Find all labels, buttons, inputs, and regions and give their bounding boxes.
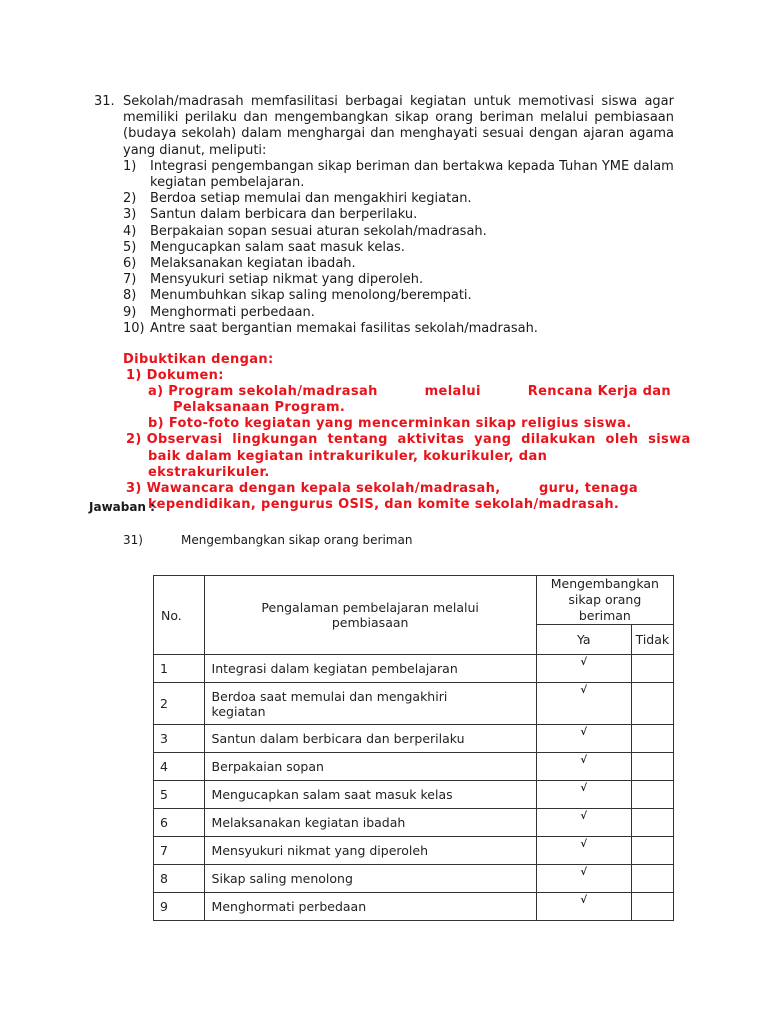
row-tidak xyxy=(631,781,673,809)
proof-document-a xyxy=(123,384,671,400)
row-description: Berpakaian sopan xyxy=(204,753,536,781)
question-item-list xyxy=(94,159,674,337)
answer-label: Jawaban : xyxy=(89,500,155,514)
proof-document-b: b) Foto-foto kegiatan yang mencerminkan sikap religius siswa. xyxy=(148,416,632,432)
row-description: Mengucapkan salam saat masuk kelas xyxy=(204,781,536,809)
item-text: Melaksanakan kegiatan ibadah. xyxy=(150,256,356,272)
row-tidak xyxy=(631,809,673,837)
proof-observation-line2: baik dalam kegiatan intrakurikuler, kokurikuler, dan ekstrakurikuler. xyxy=(148,448,548,480)
row-description: Integrasi dalam kegiatan pembelajaran xyxy=(204,655,536,683)
proof-interview-line2: kependidikan, pengurus OSIS, dan komite sekolah/madrasah. xyxy=(148,496,620,512)
item-text: Antre saat bergantian memakai fasilitas sekolah/madrasah. xyxy=(150,320,538,336)
answer-title: Mengembangkan sikap orang beriman xyxy=(181,533,413,547)
row-no: 8 xyxy=(154,865,205,893)
row-tidak xyxy=(631,683,673,725)
table-row xyxy=(154,753,674,781)
row-description: Melaksanakan kegiatan ibadah xyxy=(204,809,536,837)
item-text: Berdoa setiap memulai dan mengakhiri kegiatan. xyxy=(150,191,472,207)
header-group: Mengembangkan sikap orang beriman xyxy=(536,576,673,625)
table-row xyxy=(154,837,674,865)
answer-number: 31) xyxy=(123,533,143,547)
proof-interview-part2: guru, tenaga xyxy=(538,480,638,496)
question-number: 31. xyxy=(94,94,115,109)
table-row xyxy=(154,781,674,809)
list-item xyxy=(94,288,674,304)
table-header-row xyxy=(154,576,674,625)
item-number: 6) xyxy=(123,256,137,272)
row-description: Menghormati perbedaan xyxy=(204,893,536,921)
header-description: Pengalaman pembelajaran melalui pembiasaan xyxy=(204,576,536,655)
row-description: Santun dalam berbicara dan berperilaku xyxy=(204,725,536,753)
item-number: 1) xyxy=(123,158,137,174)
list-item xyxy=(94,191,674,207)
list-item xyxy=(94,240,674,256)
list-item xyxy=(94,207,674,223)
row-no: 2 xyxy=(154,683,205,725)
item-text: Berpakaian sopan sesuai aturan sekolah/madrasah. xyxy=(150,223,487,239)
proof-interview-line1 xyxy=(123,481,671,497)
row-ya-check: √ xyxy=(536,725,631,753)
item-text: Mengucapkan salam saat masuk kelas. xyxy=(150,239,405,255)
item-text: Santun dalam berbicara dan berperilaku. xyxy=(150,207,418,223)
item-text: Mensyukuri setiap nikmat yang diperoleh. xyxy=(150,272,424,288)
proof-block xyxy=(123,352,691,513)
list-item xyxy=(94,256,674,272)
row-no: 9 xyxy=(154,893,205,921)
table-row xyxy=(154,725,674,753)
row-ya-check: √ xyxy=(536,865,631,893)
item-number: 9) xyxy=(123,304,137,320)
table-row xyxy=(154,809,674,837)
proof-observation-line1: 2) Observasi lingkungan tentang aktivitas yang dilakukan oleh siswa xyxy=(126,432,691,448)
item-text: Integrasi pengembangan sikap beriman dan bertakwa kepada Tuhan YME dalam kegiatan pembelajaran. xyxy=(150,158,674,191)
row-ya-check: √ xyxy=(536,753,631,781)
header-no: No. xyxy=(154,576,205,655)
row-ya-check: √ xyxy=(536,781,631,809)
row-tidak xyxy=(631,837,673,865)
row-tidak xyxy=(631,753,673,781)
table-row xyxy=(154,655,674,683)
row-no: 7 xyxy=(154,837,205,865)
item-number: 5) xyxy=(123,239,137,255)
row-tidak xyxy=(631,725,673,753)
question-text: Sekolah/madrasah memfasilitasi berbagai kegiatan untuk memotivasi siswa agar memiliki perilaku dan mengembangkan sikap orang beriman melalui pembiasaan (budaya sekolah) dalam menghargai dan menghayati sesuai dengan ajaran agama yang dianut, meliputi: xyxy=(123,94,674,158)
table-row xyxy=(154,893,674,921)
header-ya: Ya xyxy=(536,625,631,655)
row-description: Sikap saling menolong xyxy=(204,865,536,893)
row-ya-check: √ xyxy=(536,837,631,865)
item-number: 4) xyxy=(123,223,137,239)
row-no: 4 xyxy=(154,753,205,781)
list-item xyxy=(94,159,674,191)
row-ya-check: √ xyxy=(536,655,631,683)
proof-interview-part1: 3) Wawancara dengan kepala sekolah/madrasah, xyxy=(126,480,501,496)
row-no: 3 xyxy=(154,725,205,753)
row-no: 5 xyxy=(154,781,205,809)
question-block xyxy=(94,94,674,337)
proof-document-label: 1) Dokumen: xyxy=(126,368,224,384)
item-number: 3) xyxy=(123,207,137,223)
proof-a-part2: melalui xyxy=(424,384,481,400)
answer-table xyxy=(153,575,674,921)
row-no: 1 xyxy=(154,655,205,683)
row-tidak xyxy=(631,893,673,921)
table-row xyxy=(154,865,674,893)
item-number: 2) xyxy=(123,191,137,207)
row-ya-check: √ xyxy=(536,683,631,725)
row-description: Mensyukuri nikmat yang diperoleh xyxy=(204,837,536,865)
proof-heading: Dibuktikan dengan: xyxy=(123,352,274,367)
list-item xyxy=(94,224,674,240)
row-tidak xyxy=(631,655,673,683)
item-text: Menghormati perbedaan. xyxy=(150,304,315,320)
proof-document-a-cont: Pelaksanaan Program. xyxy=(173,400,346,416)
list-item xyxy=(94,305,674,321)
row-description: Berdoa saat memulai dan mengakhiri kegiatan xyxy=(204,683,536,725)
item-number: 7) xyxy=(123,272,137,288)
row-ya-check: √ xyxy=(536,893,631,921)
proof-a-part1: a) Program sekolah/madrasah xyxy=(148,384,378,400)
row-ya-check: √ xyxy=(536,809,631,837)
proof-a-part3: Rencana Kerja dan xyxy=(527,384,671,400)
header-tidak: Tidak xyxy=(631,625,673,655)
list-item xyxy=(94,321,674,337)
item-text: Menumbuhkan sikap saling menolong/berempati. xyxy=(150,288,472,304)
row-tidak xyxy=(631,865,673,893)
list-item xyxy=(94,272,674,288)
row-no: 6 xyxy=(154,809,205,837)
item-number: 10) xyxy=(123,320,145,336)
table-row xyxy=(154,683,674,725)
item-number: 8) xyxy=(123,288,137,304)
